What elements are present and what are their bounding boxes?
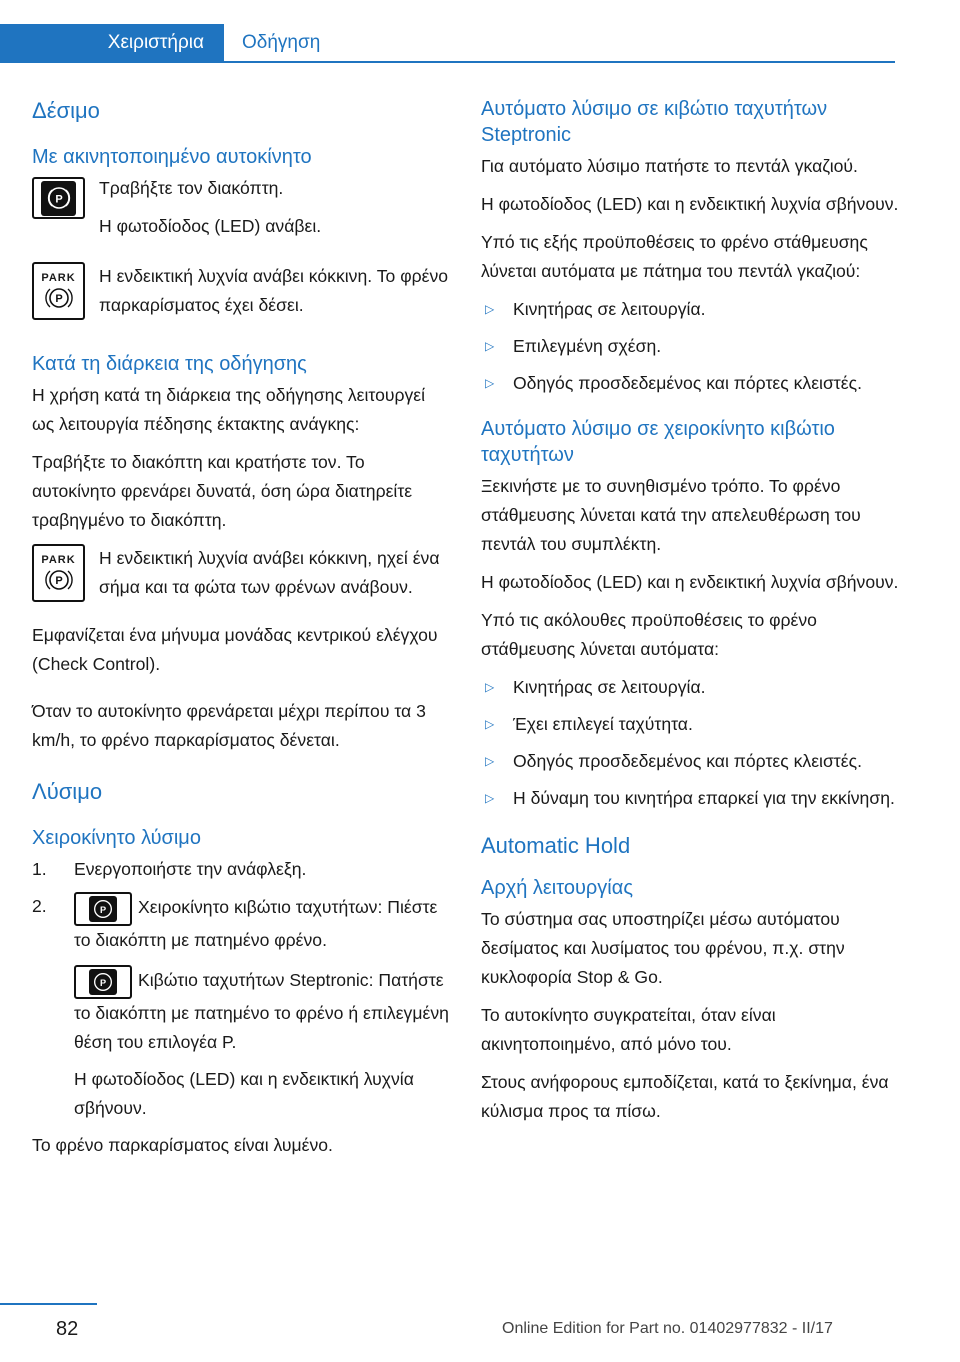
list-item: ▷ Έχει επιλεγεί ταχύτητα. (485, 714, 693, 734)
svg-text:P: P (99, 977, 107, 988)
list-item: 1. Ενεργοποιήστε την ανάφλεξη. (32, 859, 307, 879)
steptronic-text-1: Για αυτόματο λύσιμο πατήστε το πεντάλ γκαζιού. (481, 156, 858, 176)
driving-text-3: Εμφανίζεται ένα μήνυμα μονάδας κεντρικού ελέγχου (Check Control). (32, 625, 438, 674)
edition-note: Online Edition for Part no. 01402977832 - II/17 (502, 1320, 833, 1337)
heading-auto-release-manual: Αυτόματο λύσιμο σε χειροκίνητο κιβώτιο ταχυτήτων (481, 418, 835, 466)
right-column (481, 96, 899, 1135)
svg-text:P: P (54, 193, 63, 206)
list-item: ▷ Οδηγός προσδεδεμένος και πόρτες κλειστές. (485, 751, 862, 771)
manual-text-2: Η φωτοδίοδος (LED) και η ενδεικτική λυχνία σβήνουν. (481, 572, 899, 592)
header-divider (0, 61, 895, 63)
manual-text-3: Υπό τις ακόλουθες προϋποθέσεις το φρένο στάθμευσης λύνεται αυτόματα: (481, 610, 817, 659)
driving-text-1: Η χρήση κατά τη διάρκεια της οδήγησης λειτουργεί ως λειτουργία πέδησης έκτακτης ανάγκης: (32, 385, 426, 434)
list-item: ▷ Οδηγός προσδεδεμένος και πόρτες κλειστές. (485, 373, 862, 393)
manual-release-steps (32, 855, 452, 1123)
footer-divider (0, 1303, 97, 1305)
list-item: ▷ Επιλεγμένη σχέση. (485, 336, 662, 356)
stationary-step-1: Τραβήξτε τον διακόπτη. (99, 178, 284, 198)
parking-brake-switch-icon (32, 177, 85, 219)
principle-text-3: Στους ανήφορους εμποδίζεται, κατά το ξεκίνημα, ένα κύλισμα προς τα πίσω. (481, 1072, 889, 1121)
parking-brake-switch-icon (74, 965, 132, 999)
stationary-instructions (32, 174, 452, 250)
steptronic-text-3: Υπό τις εξής προϋποθέσεις το φρένο στάθμευσης λύνεται αυτόματα με πάτημα του πεντάλ γκαζιού: (481, 232, 868, 281)
park-indicator-icon: PARK P (32, 262, 85, 320)
driving-text-2: Τραβήξτε το διακόπτη και κρατήστε τον. Το αυτοκίνητο φρενάρει δυνατά, όση ώρα διατηρείτε τραβηγμένο το διακόπτη. (32, 452, 413, 530)
manual-conditions (481, 673, 899, 813)
tab-driving[interactable]: Οδήγηση (242, 32, 321, 53)
driving-text-4: Όταν το αυτοκίνητο φρενάρεται μέχρι περίπου τα 3 km/h, το φρένο παρκαρίσματος δένεται. (32, 701, 426, 750)
heading-principle: Αρχή λειτουργίας (481, 877, 633, 899)
heading-manual-release: Χειροκίνητο λύσιμο (32, 827, 201, 849)
heading-driving: Κατά τη διάρκεια της οδήγησης (32, 353, 307, 375)
heading-lysimo: Λύσιμο (32, 779, 103, 804)
manual-release-result: Το φρένο παρκαρίσματος είναι λυμένο. (32, 1135, 333, 1155)
page-number: 82 (56, 1318, 79, 1340)
list-item: ▷ Κινητήρας σε λειτουργία. (485, 299, 706, 319)
page-header (0, 0, 960, 66)
parking-brake-switch-icon (74, 892, 132, 926)
svg-text:P: P (99, 904, 107, 915)
list-item: ▷ Κινητήρας σε λειτουργία. (485, 677, 706, 697)
stationary-step-2: Η φωτοδίοδος (LED) ανάβει. (99, 216, 322, 236)
svg-text:P: P (54, 575, 63, 587)
heading-desimo: Δέσιμο (32, 98, 100, 123)
step-2-led-off: Η φωτοδίοδος (LED) και η ενδεικτική λυχνία σβήνουν. (74, 1069, 414, 1118)
steptronic-conditions (481, 295, 899, 398)
park-indicator-icon: PARK P (32, 544, 85, 602)
principle-text-1: Το σύστημα σας υποστηρίζει μέσω αυτόματου δεσίματος και λυσίματος του φρένου, π.χ. στην κυκλοφορία Stop & Go. (481, 909, 845, 987)
step-2-steptronic: Κιβώτιο ταχυτήτων Steptronic: Πατήστε το διακόπτη με πατημένο το φρένο ή επιλεγμένη θέση του επιλογέα P. (74, 970, 449, 1052)
stationary-park-note (32, 262, 452, 329)
steptronic-text-2: Η φωτοδίοδος (LED) και η ενδεικτική λυχνία σβήνουν. (481, 194, 899, 214)
left-column (32, 96, 452, 1169)
heading-auto-release-steptronic: Αυτόματο λύσιμο σε κιβώτιο ταχυτήτων Steptronic (481, 98, 828, 146)
driving-park-text: Η ενδεικτική λυχνία ανάβει κόκκινη, ηχεί ένα σήμα και τα φώτα των φρένων ανάβουν. (99, 548, 440, 597)
stationary-park-text: Η ενδεικτική λυχνία ανάβει κόκκινη. Το φρένο παρκαρίσματος έχει δέσει. (99, 266, 449, 315)
heading-stationary: Με ακινητοποιημένο αυτοκίνητο (32, 146, 312, 168)
driving-park-note (32, 544, 452, 611)
svg-text:P: P (54, 293, 63, 305)
tab-controls[interactable]: Χειριστήρια (0, 24, 224, 62)
list-item: ▷ Η δύναμη του κινητήρα επαρκεί για την εκκίνηση. (485, 788, 895, 808)
manual-text-1: Ξεκινήστε με το συνηθισμένο τρόπο. Το φρένο στάθμευσης λύνεται κατά την απελευθέρωση του πεντάλ του συμπλέκτη. (481, 476, 861, 554)
heading-automatic-hold: Automatic Hold (481, 833, 631, 858)
list-item: 2. P Χειροκίνητο κιβώτιο ταχυτήτων: Πιέστε το διακόπτη με πατημένο φρένο. P Κιβώτιο ταχυτήτων Steptronic: Πατήστε το διακόπτη με πατημένο το φρένο ή επιλεγμένη θέση του επιλογέα P. Η φωτοδίοδος (LED) και η ενδεικτική λυχνία σβήνουν. (32, 892, 452, 1123)
principle-text-2: Το αυτοκίνητο συγκρατείται, όταν είναι ακινητοποιημένο, από μόνο του. (481, 1005, 776, 1054)
